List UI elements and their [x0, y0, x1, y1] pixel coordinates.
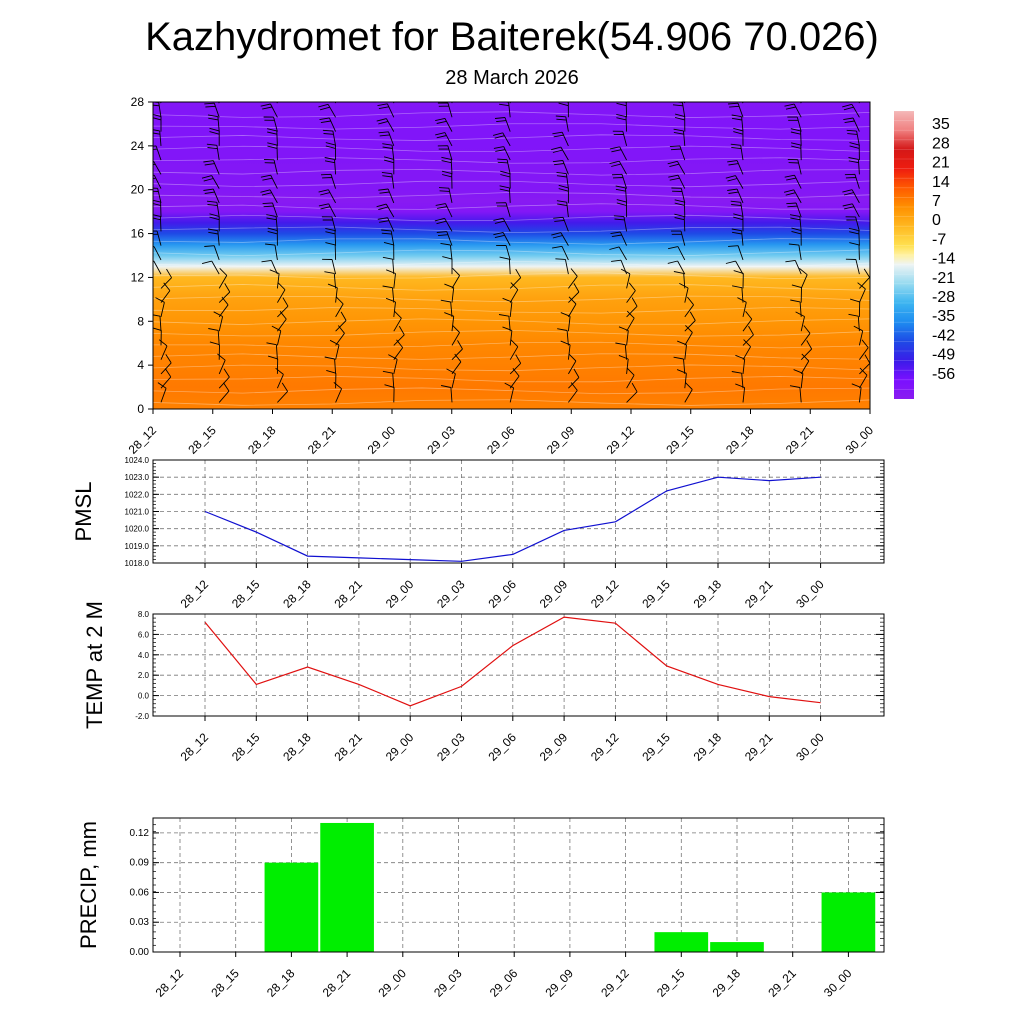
- x-tick-label: 29_21: [765, 966, 799, 1000]
- x-tick-label: 30_00: [793, 577, 827, 611]
- temp-panel: [82, 601, 884, 764]
- x-tick-label: 29_15: [663, 423, 697, 457]
- wind-barb: [381, 88, 394, 103]
- y-axis-label: PRECIP, mm: [76, 821, 101, 949]
- x-tick-label: 28_12: [177, 730, 212, 764]
- x-tick-label: 29_09: [542, 966, 577, 1000]
- wind-barb: [784, 90, 801, 103]
- y-tick-label: 0.06: [129, 887, 149, 899]
- y-tick-label: 12: [130, 270, 144, 285]
- y-tick-label: 1022.0: [124, 490, 149, 500]
- x-tick-label: 29_15: [639, 730, 673, 764]
- colorbar-tick-label: -56: [932, 365, 956, 383]
- y-tick-label: 0.03: [129, 917, 149, 929]
- x-tick-label: 28_15: [228, 577, 263, 611]
- x-tick-label: 28_18: [245, 423, 279, 457]
- y-tick-label: 24: [130, 138, 144, 153]
- wind-barb: [202, 90, 219, 103]
- y-tick-label: 1023.0: [124, 473, 149, 483]
- x-tick-label: 29_15: [653, 966, 688, 1000]
- colorbar-tick-label: -21: [932, 269, 956, 287]
- y-tick-label: 1024.0: [124, 456, 149, 465]
- precip-bar: [654, 932, 708, 952]
- x-tick-label: 28_21: [319, 966, 354, 1000]
- colorbar-tick-label: -35: [932, 308, 956, 326]
- y-tick-label: 4: [137, 358, 144, 373]
- x-tick-label: 29_18: [690, 577, 725, 611]
- x-tick-label: 29_15: [639, 577, 673, 611]
- y-tick-label: 0.12: [129, 827, 149, 839]
- x-tick-label: 28_15: [228, 730, 263, 764]
- y-tick-label: 1019.0: [124, 541, 149, 551]
- y-tick-label: 0: [137, 402, 144, 416]
- x-tick-label: 29_09: [536, 577, 571, 611]
- x-tick-label: 29_12: [603, 423, 638, 457]
- wind-barb: [320, 89, 336, 103]
- x-tick-label: 29_03: [431, 966, 465, 1000]
- x-tick-label: 29_06: [484, 423, 518, 457]
- chart-title: Kazhydromet for Baiterek(54.906 70.026): [145, 15, 879, 59]
- wind-barb: [726, 90, 743, 103]
- colorbar-tick-label: -42: [932, 327, 956, 345]
- x-tick-label: 30_00: [793, 730, 827, 764]
- colorbar-tick-label: -14: [932, 250, 956, 268]
- wind-barb: [558, 86, 569, 103]
- x-tick-label: 28_18: [280, 577, 314, 611]
- wind-barb: [844, 89, 860, 103]
- x-tick-label: 28_21: [304, 423, 339, 457]
- precip-panel: [76, 818, 884, 1000]
- x-tick-label: 28_12: [177, 577, 212, 611]
- x-tick-label: 29_09: [536, 730, 571, 764]
- wind-barb: [145, 89, 161, 103]
- x-tick-label: 29_06: [485, 577, 519, 611]
- x-tick-label: 28_12: [125, 423, 160, 457]
- y-tick-label: 1018.0: [124, 559, 149, 568]
- precip-bar: [822, 892, 876, 952]
- x-tick-label: 29_03: [434, 577, 468, 611]
- y-tick-label: 1020.0: [124, 524, 149, 534]
- y-tick-label: 2.0: [137, 671, 149, 681]
- colorbar-tick-label: -7: [932, 231, 947, 249]
- y-tick-label: 8.0: [137, 610, 149, 619]
- x-tick-label: 28_18: [280, 730, 314, 764]
- grid-lines: [153, 460, 884, 563]
- wind-barb: [669, 89, 685, 103]
- x-tick-label: 29_00: [364, 423, 399, 457]
- y-axis-label: TEMP at 2 M: [82, 601, 107, 729]
- colorbar-tick-label: -49: [932, 346, 956, 364]
- x-tick-label: 28_21: [331, 730, 366, 764]
- x-tick-label: 29_00: [382, 730, 417, 764]
- x-tick-label: 29_00: [382, 577, 417, 611]
- y-tick-label: 16: [130, 226, 144, 241]
- x-tick-label: 29_12: [588, 730, 622, 764]
- grid-lines: [153, 614, 884, 716]
- x-tick-label: 28_21: [331, 577, 366, 611]
- colorbar-tick-label: 0: [932, 212, 941, 230]
- colorbar-tick-label: -28: [932, 289, 956, 306]
- x-tick-label: 29_21: [741, 730, 776, 764]
- x-tick-label: 29_06: [486, 966, 521, 1000]
- y-tick-label: 20: [130, 182, 144, 197]
- x-tick-label: 29_21: [782, 423, 817, 457]
- colorbar: [894, 111, 955, 399]
- panel-frame: [153, 818, 884, 952]
- temperature-section-panel: [126, 86, 877, 457]
- precip-bar: [320, 823, 374, 952]
- x-tick-label: 29_12: [588, 577, 622, 611]
- x-tick-label: 29_06: [485, 730, 519, 764]
- x-tick-label: 30_00: [821, 966, 855, 1000]
- x-tick-label: 29_12: [598, 966, 632, 1000]
- wind-barb: [261, 90, 278, 103]
- y-tick-label: 6.0: [137, 630, 149, 640]
- x-tick-label: 29_18: [723, 423, 757, 457]
- precip-bar: [710, 942, 764, 952]
- y-tick-label: 4.0: [137, 650, 149, 660]
- y-tick-label: 0.00: [129, 947, 149, 958]
- colorbar-tick-label: 35: [932, 116, 950, 134]
- pmsl-panel: [71, 456, 884, 611]
- x-tick-label: 28_12: [152, 966, 187, 1000]
- x-tick-label: 29_00: [375, 966, 409, 1000]
- y-tick-label: 28: [130, 95, 144, 109]
- y-axis-label: PMSL: [71, 481, 96, 542]
- x-tick-label: 29_18: [709, 966, 744, 1000]
- y-tick-label: 0.09: [129, 857, 149, 869]
- x-tick-label: 29_03: [424, 423, 458, 457]
- x-tick-label: 30_00: [842, 423, 877, 457]
- grid-lines: [153, 818, 884, 952]
- chart-subtitle: 28 March 2026: [445, 67, 579, 89]
- wind-barb: [441, 86, 452, 103]
- y-tick-label: 1021.0: [124, 507, 149, 517]
- x-tick-label: 28_15: [208, 966, 242, 1000]
- wind-barb: [613, 88, 627, 103]
- y-tick-label: 0.0: [137, 691, 149, 701]
- x-tick-label: 29_21: [741, 577, 776, 611]
- precip-bar: [265, 863, 319, 952]
- x-tick-label: 29_03: [434, 730, 468, 764]
- wind-barb: [501, 86, 511, 104]
- colorbar-tick-label: 21: [932, 154, 950, 172]
- panel-frame: [153, 614, 884, 716]
- colorbar-tick-label: 28: [932, 135, 950, 153]
- x-tick-label: 28_15: [185, 423, 219, 457]
- y-tick-label: -2.0: [135, 712, 149, 721]
- x-tick-label: 29_18: [690, 730, 725, 764]
- x-tick-label: 29_09: [543, 423, 578, 457]
- y-tick-label: 8: [137, 314, 144, 329]
- x-tick-label: 28_18: [264, 966, 298, 1000]
- colorbar-tick-label: 14: [932, 173, 950, 191]
- colorbar-tick-label: 7: [932, 193, 941, 210]
